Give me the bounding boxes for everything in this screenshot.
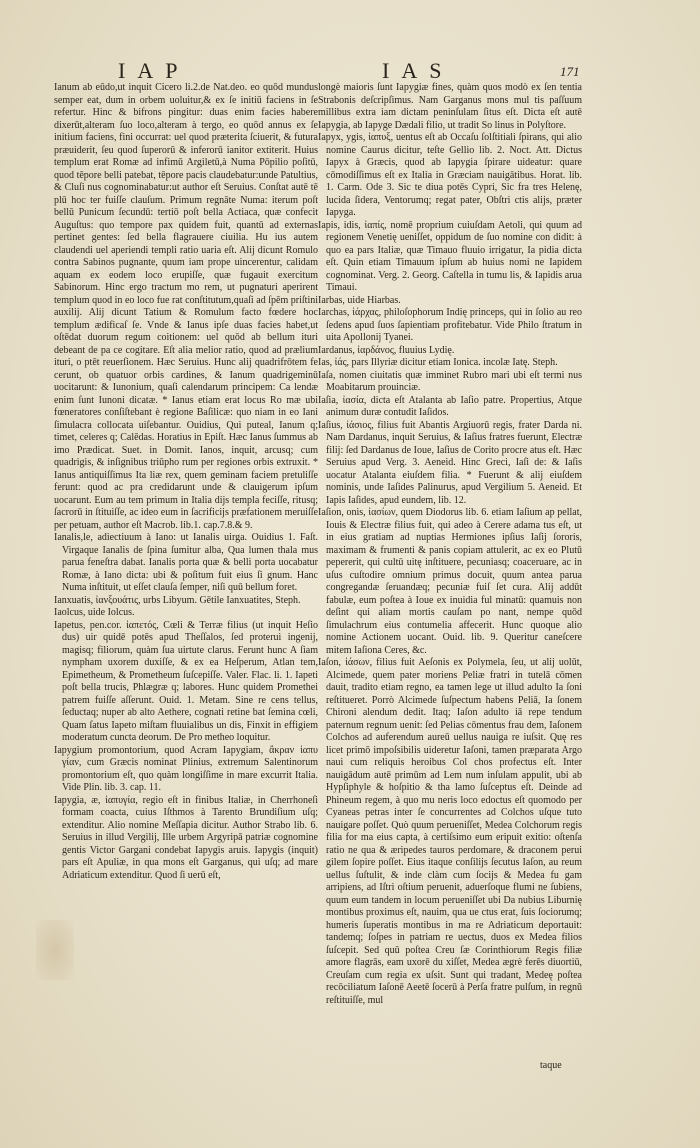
entry-iarchas: Iarchas, ἰάρχας, philoſophorum Indię princeps, qui in ſolio au reo ſedens apud ſuos ſapientiam profitebatur. Vide Philo ſtratum in uita Apollonij Tyanei. <box>318 307 582 343</box>
entry-iapygia-cont: longè maioris ſunt Iapygiæ fines, quàm quos modò ex ſen tentia Strabonis deſcripſimus. Nam Garganus mons mul tis paſſuum millibus extra iam dictam peninſulam ſitus eſt. Dicta eſt autē Iapygia, ab Iapyge Dædali filio, ut tradit So linus in Polyſtore. <box>318 82 582 131</box>
entry-iarbas: Iarbas, uide Hiarbas. <box>318 294 401 306</box>
entry-iasion: Iaſion, onis, ἰασίων, quem Diodorus lib. 6. etiam Iaſium ap pellat, Iouis & Electræ filius fuit, qui adeo à Cerere adama tus eſt, ut in eius gratiam ad nuptias Hermiones ipſius Iaſij ſororis, maximam & frumenti & panis copiam attulerit, ac ex eo Plutū pepererit, qui cultū uitę inſtituere, pecuniasq; coaceruare, ac in uſus cuſtodire omnium primus docuit, quum antea parua congregandæ ſeruandæq; pecuniæ fuiſ ſet cura. Alij addūt fabulæ, eum poſtea à Ioue ex inuidia ful minatū: quamuis non deſint qui aliam mortis cauſam po nant, nempe quōd ſimulachrum eius contumelia affecerit. Hunc quoque alio nomine Actionem uocant. Ouid. lib. 9. Queritur caneſcere mitem Iaſiona Ceres, &c. <box>318 507 582 656</box>
entry-iapis: Iapis, idis, ἰαπίς, nomē proprium cuiuſdam Aetoli, qui quum ad regionem Venetię ueniſſet, oppidum de ſuo nomine con didit: à quo ea pars Italiæ, quæ Timauo fluuio irrigatur, Ia pidia dicta eſt. Quin etiam Timauum ipſum ab huius nomi ne Iapidem cognominat. Verg. 2. Georg. Caſtella in tumu lis, & Iapidis arua Timaui. <box>318 219 582 293</box>
entry-iapygia: Iapygia, æ, ἰαπυγία, regio eſt in finibus Italiæ, in Cherrhoneſi formam coacta, cuius Iſthmos à Tarento Brundiſium uſq; extenditur. Alio nomine Meſſapia dicitur. Author Strabo lib. 6. Seruius in illud Vergilij, Ille urbem Argyripā patriæ cognomine gentis Victor Gargani condebat Iapygis aruis. Iapygis (inquit) pars eſt Apuliæ, in qua mons eſt Garganus, qui uſq; ad mare Adriaticum extenditur. Quod ſi uerū eſt, <box>54 794 318 881</box>
running-head-left: IAP <box>118 58 190 83</box>
entry-ianxuatis: Ianxuatis, ἰανξουάτις, urbs Libyum. Gētile Ianxuatites, Steph. <box>54 594 301 606</box>
left-column <box>54 82 318 1092</box>
entry-ianalis: Ianalis,le, adiectiuum à Iano: ut Ianalis uirga. Ouidius 1. Faſt. Virgaque Ianalis de ſpina ſumitur alba, Qua lumen thala mus parua feneſtra dabat. Ianalis porta quæ & belli porta uocabatur Romæ, à Iano dicta: ubi & poſitum fuit eius ſi gnum. Hanc Numa inſtituit, ut eſſet clauſa ſemper, niſi quū bellum foret. <box>54 532 318 593</box>
entry-ias: Ias, ἰάς, pars Illyriæ dicitur etiam Ionica. incolæ Iatę. Steph. <box>318 357 558 368</box>
entry-iapyx: Iapyx, ygis, ἰαπυξ, uentus eſt ab Occaſu ſolſtitiali ſpirans, qui alio nomine Caurus dicitur, teſte Gellio lib. 2. Noct. Att. Dictus Iapyx à Græcis, quod ab Iapygia ſpirare uideatur: quare cōmodiſſimus eſt ex Italia in Græciam nauigātibus. Horat. lib. 1. Carm. Ode 3. Sic te diua potēs Cypri, Sic fra tres Helenę, lucida ſidera, Ventorumq; regat pater, Obſtri ctis alijs, præter Iapyga. <box>318 132 582 218</box>
entry-iapetus: Iapetus, pen.cor. ἰαπετός, Cœli & Terræ filius (ut inquit Heſio dus) uir quidē potēs apud Theſſalos, ſed proteruì ingenij, magisq; filiorum, quàm ſua uirtute clarus. Ferunt hunc A ſiam nympham uxorem duxiſſe, & ex ea Heſperum, Atlan tem, Epimetheum, & Prometheum ſuſcepiſſe. Valer. Flac. li. 1. Iapeti poſt bella trucis, Phlægræ q; labores. Hunc quidem Promethei patrem fuiſſe aſſerunt. Ouid. 1. Metam. Sine re cens tellus, ſeductaq; nuper ab alto Aethere, cognati retine bat ſemina cœli, Quam ſatus Iapeto miſtam fluuialibus un dis, Finxit in effigiem moderatum cuncta deorum. De Pro metheo loquitur. <box>54 619 318 743</box>
entry-ianus: Ianum ab eūdo,ut inquit Cicero li.2.de Nat.deo. eo quōd mundus semper eat, dum in orbem uoluitur,& ex ſe initiū faciens in ſe refertur. Hinc & bifrons pingitur: duas enim facies habere dixerūt,alteram ſuo loco,alteram à tergo, eo quōd annus ex ſe initium faciens, fini occurrat: uel quod præterita ſciuerit, & futura præuiderit, ſeu quod ſuperorū & inferorū ianitor extiterit. Huius templum erat Romæ ad infimū Argiletū,à Numa Pōpilio poſitū, quod tēpore belli patebat, tēpore pacis claudebatur:unde Patultius, & Cluſi nus cognominabatur:ut author eſt Seruius. Conſtat autē tē plū hoc ter fuiſſe clauſum. Primum regnāte Numa: iterum poſt bellū Punicum ſecundū: tertiō poſt bella Actiaca, quæ confecit Auguſtus: quo tempore pax quidem fuit, quantū ad externas pertinet gentes: ſed bella flagrauere ciuilia. Hu ius autem claudendi uel aperiendi templi ratio uaria eſt. Alij dicunt Romulo contra Sabinos pugnante, quum iam prope uincerentur, calidam aquam ex eodem loco erupiſſe, quæ fugauit exercitum Sabinorum. Hinc ergo tractum mo rem, ut pugnaturi aperirent templum quod in eo loco fue rat conſtitutum,quaſi ad ſpēm priſtini auxilij. Alij dicunt Tatium & Romulum facto fœdere hoc templum ædificaſ ſe. Vnde & Ianus ipſe duas facies habet,ut oſtēdat duorum regum coitionem: uel quōd ab bellum ituri debeant de pa ce cogitare. Eſt alia melior ratio, quod ad prælium ituri, o ptēt reuerſionem. Hæc Seruius. Hunc alij quadrifrōtem fe cerunt, ob quatuor orbis cardines, & Ianum quadrigeminū uocitarunt: & Iunonium, quaſi calendarum principem: Ca lendæ enim ſunt Iunoni dicatæ. * Ianus etiam erat locus Ro mæ ubi fœneratores conſiſtebant è regione Baſilicæ: quo niam in eo Iani ſimulacra collocata uiſebantur. Ouidius, Qui puteal, Ianum q; timet, celeres q; Calēdas. Horatius in Epiſt. Hæc Ianus ſummus ab imo Prædicat. Suet. in Domit. Ianos, inquit, arcusq; cum quadrigis, & inſignibus triūpho rum per regiones orbis extruxit. * Ianus antiquiſſimus Ita liæ rex, quem geminam faciem pretuliſſe ferunt: quod ac pra credidarunt unde & clauigerum ipſum uocarunt. Eum au tem primum in Italia dijs templa feciſſe, ritusq; ſacrorū in ſtituiſſe, ac ideo eum in ſacrificijs præfationem meruiſſe per petuam, author eſt Macrob. lib.1. cap.7.8.& 9. <box>54 82 318 531</box>
right-column <box>318 82 582 1092</box>
catchword: taque <box>540 1060 562 1071</box>
entry-iasa: Iaſa, nomen ciuitatis quæ imminet Rubro mari ubi eſt termi nus Moabitarum prouinciæ. <box>318 369 582 393</box>
page-number: 171 <box>560 64 580 79</box>
entry-iapygium: Iapygium promontorium, quod Acram Iapygiam, ἄκραν ἰαπυ γίαν, cum Græcis nominat Plinius, extremum Salentinorum promontorium eſt, quo quàm longiſſime in mare excurrit Italia. Vide Plin. lib. 3. cap. 11. <box>54 744 318 793</box>
entry-iardanus: Iardanus, ἰαρδάνος, fluuius Lydię. <box>318 344 455 356</box>
entry-iason: Iaſon, ἰάσων, filius fuit Aeſonis ex Polymela, ſeu, ut alij uolūt, Alcimede, quem pater moriens Peliæ fratri in tutelā cōmen dauit, tradito etiam regno, ea tamen lege ut illud adulto Ia ſoni reſtitueret. Porrò Alcimede ſuſpectum habens Peliā, Ia ſonem Chironi alendum dedit. Itaq; Iaſon adulto iā repe tendum paternum regnum uenit: ſed Pelias cōmentus frau dem, Iaſonem Colchos ad auferendum aureū uellus nauiga re iuſsit. Quę res licet primō impoſsibilis uideretur Iaſoni, tamen præparata Argo naui cum reliquis heroibus Col chos profectus eſt. Inter nauigādum autē primūm ad Lem num inſulam appulit, ubi ab Hypſiphyle & hoſpitio & tha lamo ſuſceptus eſt. Deinde ad Phineum regem, à quo mu neris loco edoctus eſt quomodo per Cyaneas petras inter ſe concurrentes ad Colchos uſque tuto nauigare poſſet. Quò quum perueniſſet, Medea Colchorum regis filia for ma eius capta, à certiſsimo eum eripuit exitio: oſtenſa ratio ne qua & æripedes tauros perdomare, & draconem perui gilem ſopire poſſet. Eius itaque conſilijs ſecutus Iaſon, au reum uellus ſuſtulit, & inde clàm cum ſocijs & Medea fu gam arripiens, ad Iſtri oſtium peruenit, aduerſoque flumi ne ſubiens, quum eum tandem in locum perueniſſet ubi Da nubius Liburnię montibus proximus eſt, nauim, qua ue ctus erat, ſuis ſociorumq; humeris ſuperatis montibus in ma re Adriaticum deportauit: tandemq; ſoſpes in patriam re uectus, duos ex Medea filios ſuſcepit. Sed quū poſtea Creu ſæ Corinthiorum Regis filiæ amore flagrās, eam uxorē du xiſſet, Medea ægrè ferēs diuortiū, Creuſam cum regia ex uſsit. Sunt qui tradant, Medeę poſtea recōciliatum Iaſonē Aeetē ſocerū à Perſa fratre pulſum, in regnū reſtituiſſe, mul <box>318 657 582 1006</box>
running-head-right: IAS <box>382 58 454 83</box>
entry-iasia: Iaſia, ἰασία, dicta eſt Atalanta ab Iaſio patre. Propertius, Atque animum duræ contudit Iaſidos. <box>318 394 582 418</box>
entry-iasius: Iaſius, ἰάσιος, filius fuit Abantis Argiuorū regis, frater Darda ni. Nam Dardanus, inquit Seruius, & Iaſius fratres fuerunt, Electræ filij: ſed Dardanus de Ioue, Iaſius de Corito procre atus eſt. Hæc Seruius apud Verg. 3. Aeneid. Hinc Greci, Iaſi de: & Iaſis uocatur Atalanta eiuſdem filia. * Fuerunt & alij eiuſdem nominis, unde Iaſides Palinurus, apud Vergilium 5. Aeneid. Et Iapis Iaſides, apud eundem, lib. 12. <box>318 419 582 506</box>
entry-iaolcus: Iaolcus, uide Iolcus. <box>54 607 135 618</box>
